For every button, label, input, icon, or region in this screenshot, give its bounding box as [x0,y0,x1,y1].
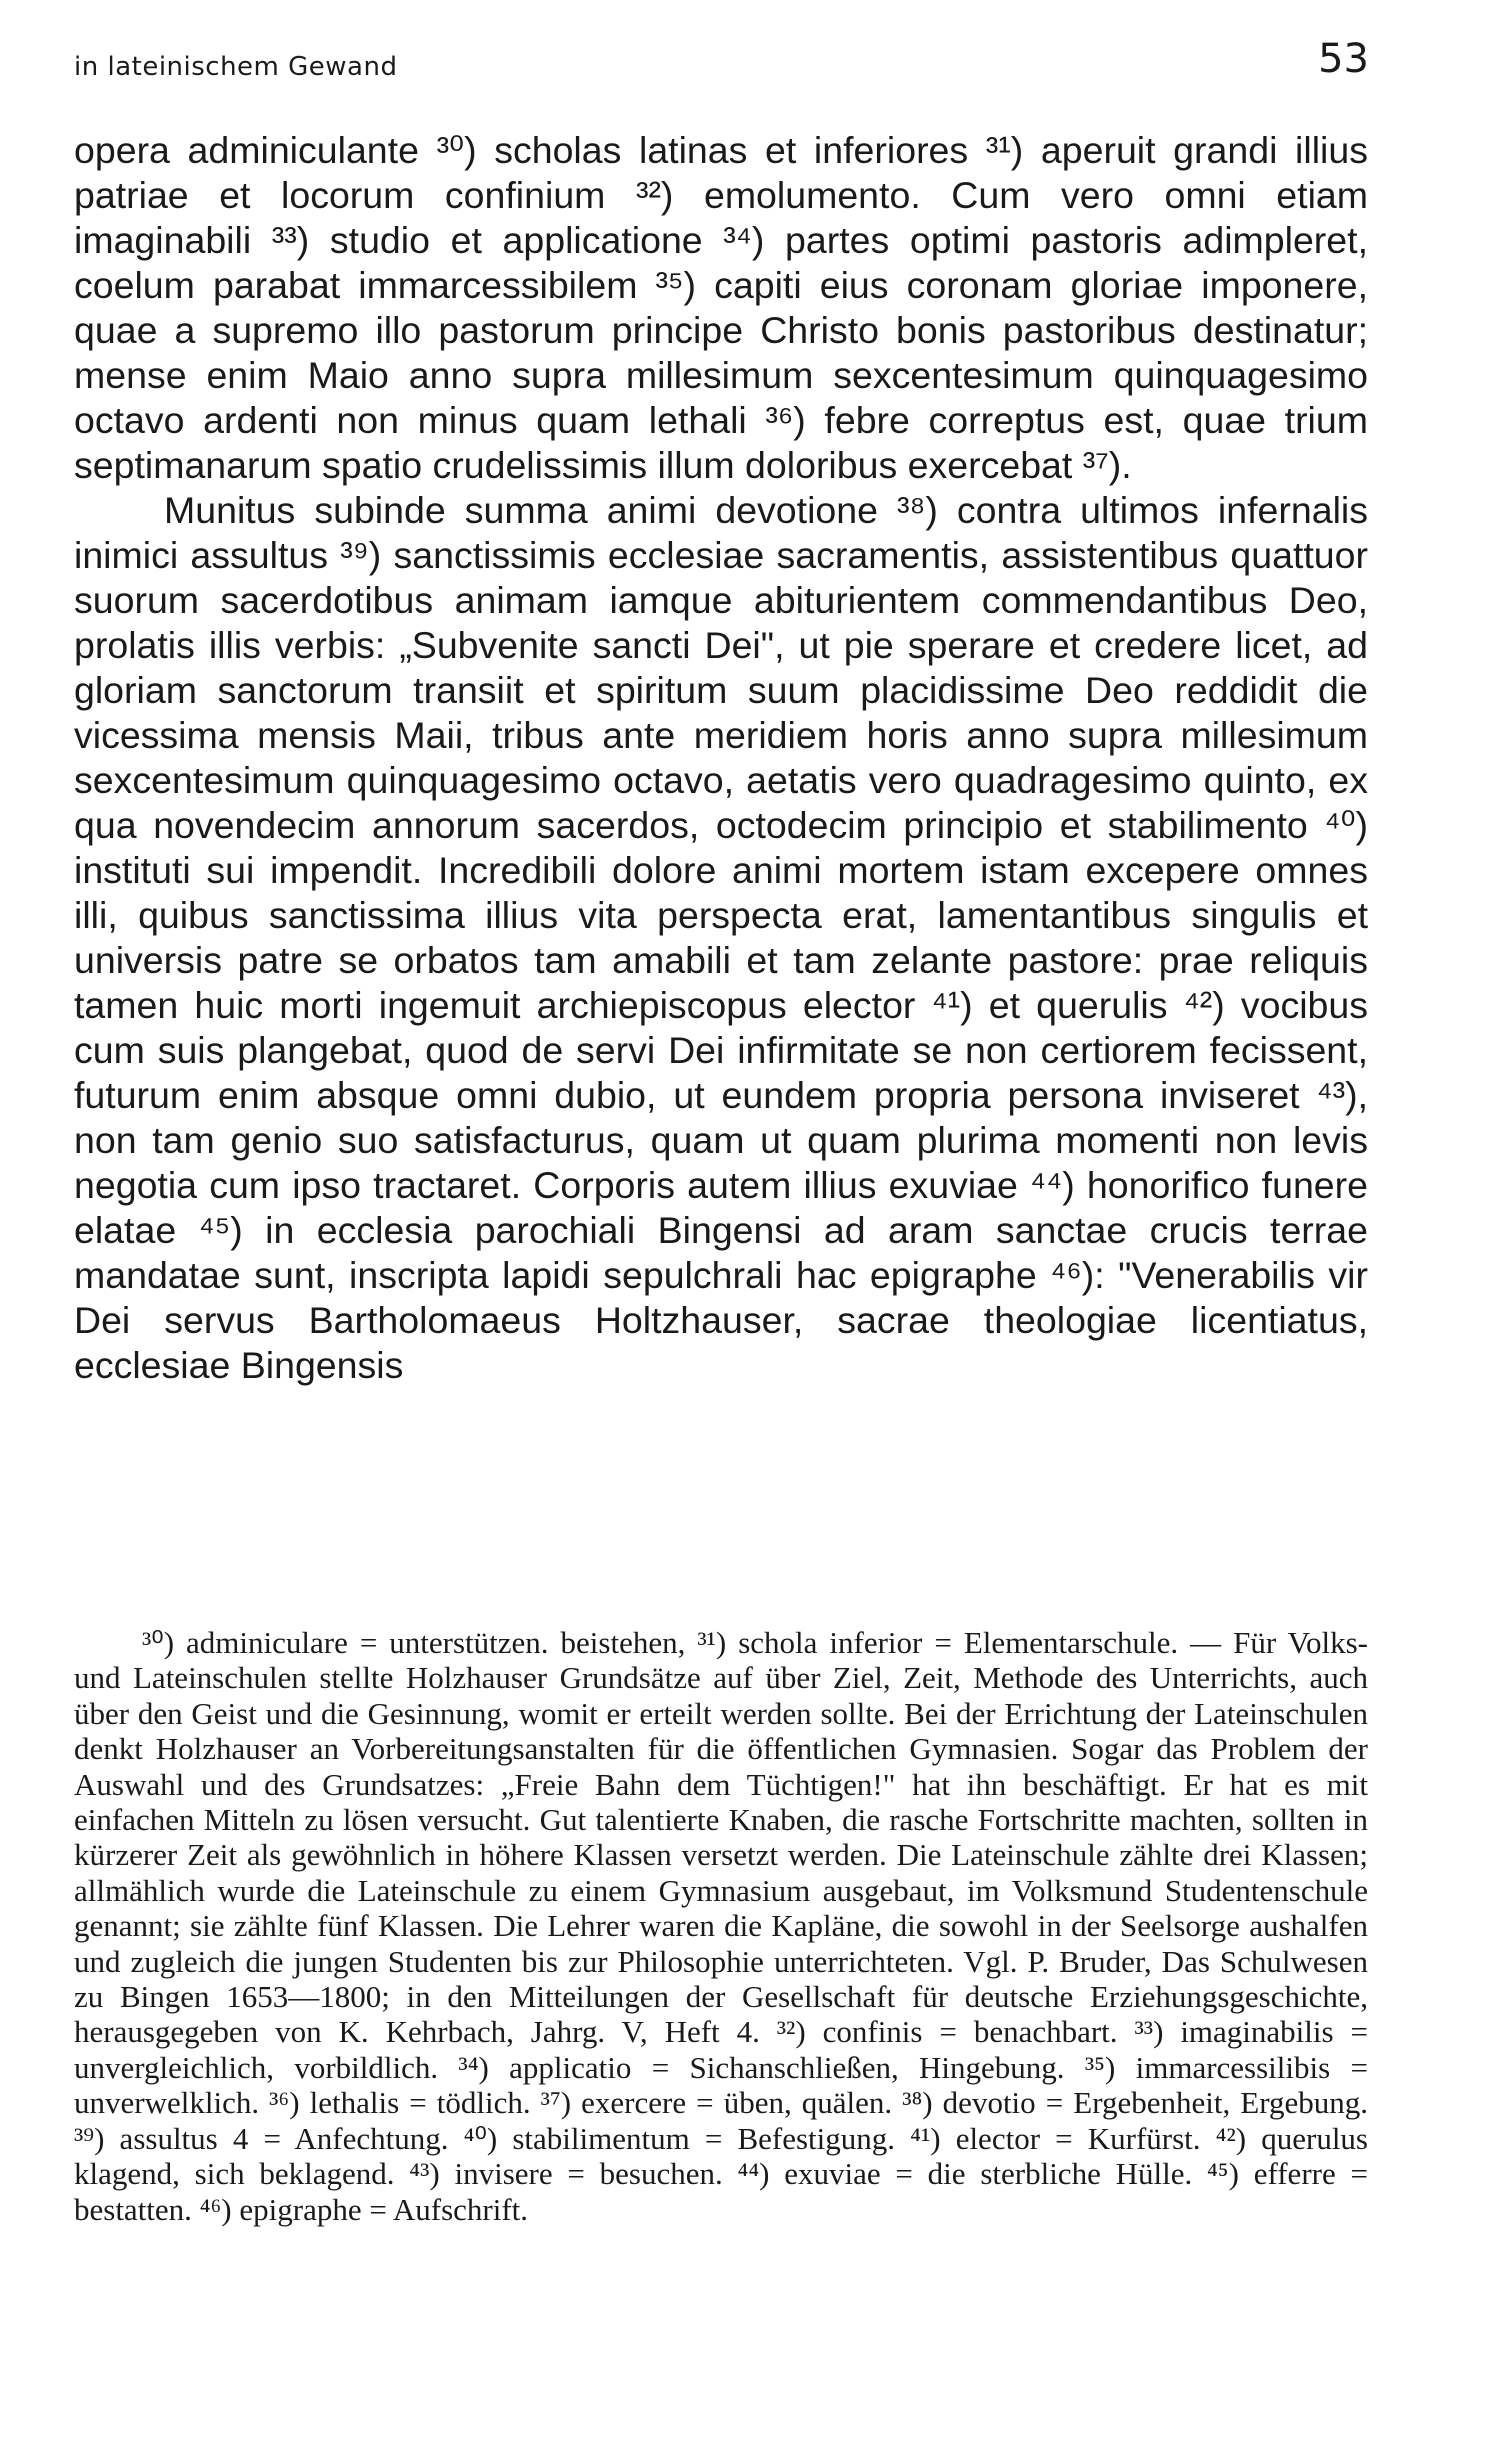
footnote-text: ³⁰) adminiculare = unterstützen. beistehen, ³¹) schola inferior = Elementarschule. — Für Volks- und Lateinschulen stellte Holzhauser Grundsätze auf über Ziel, Zeit, Methode des Unterrichts, auch über den Geist und die Gesinnung, womit er erteilt werden sollte. Bei der Errichtung der Lateinschulen denkt Holzhauser an Vorbereitungsanstalten für die öffentlichen Gymnasien. Sogar das Problem der Auswahl und des Grundsatzes: „Freie Bahn dem Tüchtigen!" hat ihn beschäftigt. Er hat es mit einfachen Mitteln zu lösen versucht. Gut talentierte Knaben, die rasche Fortschritte machten, sollten in kürzerer Zeit als gewöhnlich in höhere Klassen versetzt werden. Die Lateinschule zählte drei Klassen; allmählich wurde die Lateinschule zu einem Gymnasium ausgebaut, im Volksmund Studentenschule genannt; sie zählte fünf Klassen. Die Lehrer waren die Kapläne, die sowohl in der Seelsorge aushalfen und zugleich die jungen Studenten bis zur Philosophie unterrichteten. Vgl. P. Bruder, Das Schulwesen zu Bingen 1653—1800; in den Mitteilungen der Gesellschaft für deutsche Erziehungsgeschichte, herausgegeben von K. Kehrbach, Jahrg. V, Heft 4. ³²) confinis = benachbart. ³³) imaginabilis = unvergleichlich, vorbildlich. ³⁴) applicatio = Sichanschließen, Hingebung. ³⁵) immarcessilibis = unverwelklich. ³⁶) lethalis = tödlich. ³⁷) exercere = üben, quälen. ³⁸) devotio = Ergebenheit, Ergebung. ³⁹) assultus 4 = Anfechtung. ⁴⁰) stabilimentum = Befestigung. ⁴¹) elector = Kurfürst. ⁴²) querulus klagend, sich beklagend. ⁴³) invisere = besuchen. ⁴⁴) exuviae = die sterbliche Hülle. ⁴⁵) efferre = bestatten. ⁴⁶) epigraphe = Aufschrift. [74,1625,1368,2227]
footnotes [74,1625,1368,2227]
page-header [74,36,1369,96]
paragraph: Munitus subinde summa animi devotione ³⁸) contra ultimos infernalis inimici assultus ³⁹) sanctissimis ecclesiae sacramentis, assistentibus quattuor suorum sacerdotibus animam iamque abiturientem commendantibus Deo, prolatis illis verbis: „Subvenite sancti Dei", ut pie sperare et credere licet, ad gloriam sanctorum transiit et spiritum suum placidissime Deo reddidit die vicessima mensis Maii, tribus ante meridiem horis anno supra millesimum sexcentesimum quinquagesimo octavo, aetatis vero quadragesimo quinto, ex qua novendecim annorum sacerdos, octodecim principio et stabilimento ⁴⁰) instituti sui impendit. Incredibili dolore animi mortem istam excepere omnes illi, quibus sanctissima illius vita perspecta erat, lamentantibus singulis et universis patre se orbatos tam amabili et tam zelante pastore: prae reliquis tamen huic morti ingemuit archiepiscopus elector ⁴¹) et querulis ⁴²) vocibus cum suis plangebat, quod de servi Dei infirmitate se non certiorem fecissent, futurum enim absque omni dubio, ut eundem propria persona inviseret ⁴³), non tam genio suo satisfacturus, quam ut quam plurima momenti non levis negotia cum ipso tractaret. Corporis autem illius exuviae ⁴⁴) honorifico funere elatae ⁴⁵) in ecclesia parochiali Bingensi ad aram sanctae crucis terrae mandatae sunt, inscripta lapidi sepulchrali hac epigraphe ⁴⁶): "Venerabilis vir Dei servus Bartholomaeus Holtzhauser, sacrae theologiae licentiatus, ecclesiae Bingensis [74,489,1368,1386]
running-title: in lateinischem Gewand [74,52,398,82]
page-number: 53 [1318,36,1369,82]
main-text [74,128,1368,1388]
paragraph: opera adminiculante ³⁰) scholas latinas et inferiores ³¹) aperuit grandi illius patriae et locorum confinium ³²) emolumento. Cum vero omni etiam imaginabili ³³) studio et applicatione ³⁴) partes optimi pastoris adimpleret, coelum parabat immarcessibilem ³⁵) capiti eius coronam gloriae imponere, quae a supremo illo pastorum principe Christo bonis pastoribus destinatur; mense enim Maio anno supra millesimum sexcentesimum quinquagesimo octavo ardenti non minus quam lethali ³⁶) febre correptus est, quae trium septimanarum spatio crudelissimis illum doloribus exercebat ³⁷). [74,129,1368,486]
